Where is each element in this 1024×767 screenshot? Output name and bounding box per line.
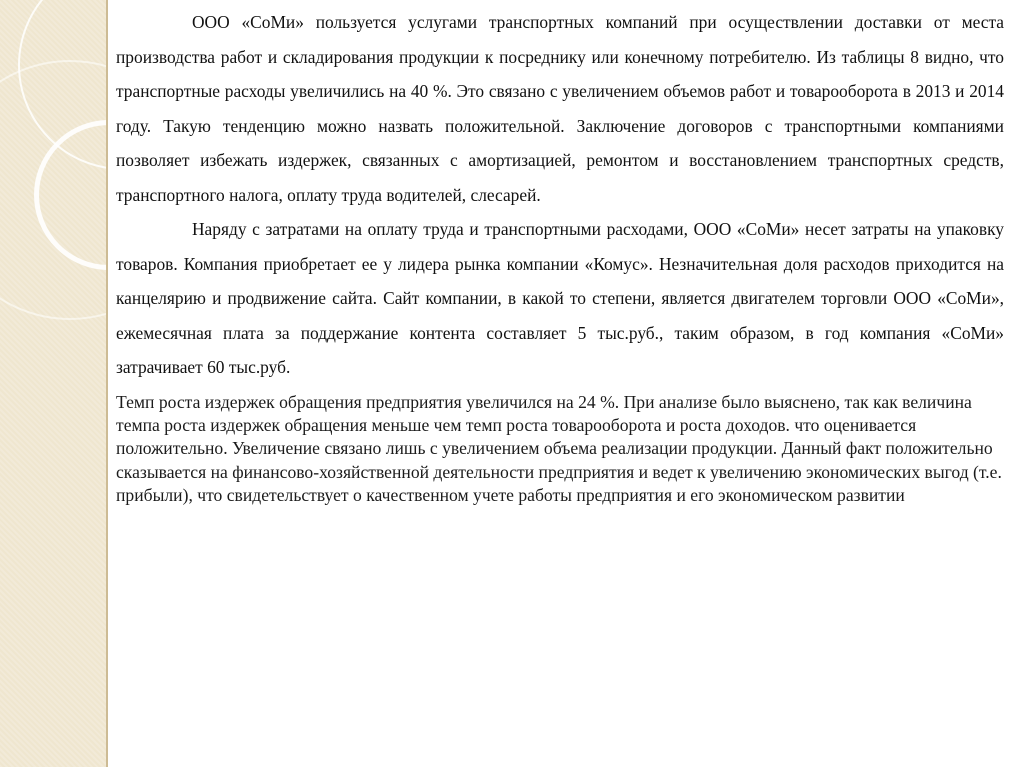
paragraph-packaging: Наряду с затратами на оплату труда и транспортными расходами, ООО «СоМи» несет затраты на упаковку товаров. Компания приобретает ее у лидера рынка компании «Комус». Незначительная доля расходов приходится на канцелярию и продвижение сайта. Сайт компании, в какой то степени, является двигателем торговли ООО «СоМи», ежемесячная плата за поддержание контента составляет 5 тыс.руб., таким образом, в год компания «СоМи» затрачивает 60 тыс.руб. — [116, 219, 1004, 377]
slide-content — [116, 5, 1004, 508]
paragraph-transport: ООО «СоМи» пользуется услугами транспортных компаний при осуществлении доставки от места производства работ и складирования продукции к посреднику или конечному потребителю. Из таблицы 8 видно, что транспортные расходы увеличились на 40 %. Это связано с увеличением объемов работ и товарооборота в 2013 и 2014 году. Такую тенденцию можно назвать положительной. Заключение договоров с транспортными компаниями позволяет избежать издержек, связанных с амортизацией, ремонтом и восстановлением транспортных средств, транспортного налога, оплату труда водителей, слесарей. — [116, 12, 1004, 205]
paragraph-growth-rate: Темп роста издержек обращения предприятия увеличился на 24 %. При анализе было выяснено, так как величина темпа роста издержек обращения меньше чем темп роста товарооборота и роста доходов. что оценивается положительно. Увеличение связано лишь с увеличением объема реализации продукции. Данный факт положительно сказывается на финансово-хозяйственной деятельности предприятия и ведет к увеличению экономических выгод (т.е. прибыли), что свидетельствует о качественном учете работы предприятия и его экономическом развитии — [116, 391, 1002, 506]
decorative-ring — [0, 60, 106, 320]
decorative-sidebar — [0, 0, 106, 767]
sidebar-divider — [106, 0, 108, 767]
